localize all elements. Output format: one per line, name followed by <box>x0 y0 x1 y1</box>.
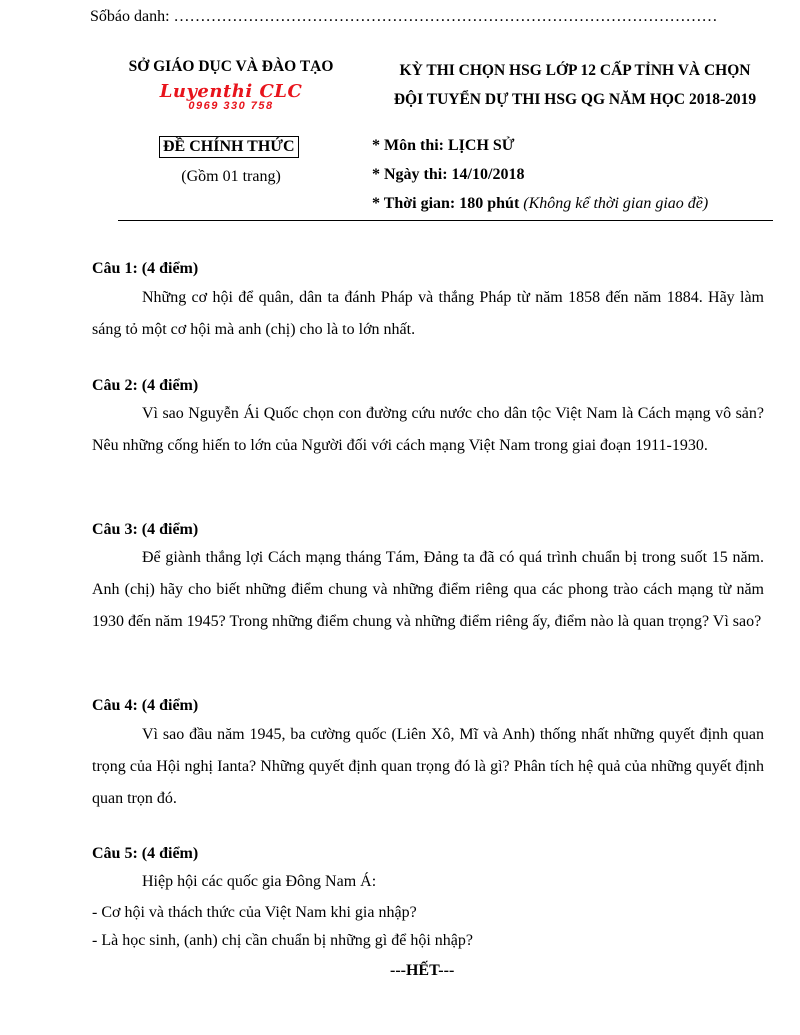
exam-date: * Ngày thi: 14/10/2018 <box>372 166 525 183</box>
logo-brand: Luyenthi CLC <box>159 81 303 102</box>
official-label: ĐỀ CHÍNH THỨC <box>159 136 299 158</box>
department-name: SỞ GIÁO DỤC VÀ ĐÀO TẠO <box>128 58 334 75</box>
exam-title-line2: ĐỘI TUYỂN DỰ THI HSG QG NĂM HỌC 2018-2019 <box>393 91 757 108</box>
exam-title <box>365 56 785 114</box>
exam-title-line1: KỲ THI CHỌN HSG LỚP 12 CẤP TỈNH VÀ CHỌN <box>399 62 751 79</box>
candidate-number-line: Sốbáo danh: ………………………………………………………………………………………… <box>90 8 718 25</box>
exam-duration <box>372 195 708 213</box>
question-5-bullet-1: - Cơ hội và thách thức của Việt Nam khi gia nhập? <box>92 904 417 921</box>
subject: * Môn thi: LỊCH SỬ <box>372 137 515 154</box>
question-4-title: Câu 4: (4 điểm) <box>92 697 199 714</box>
question-1-title: Câu 1: (4 điểm) <box>92 260 199 277</box>
duration-label: * Thời gian: 180 phút <box>372 195 520 212</box>
question-5-title: Câu 5: (4 điểm) <box>92 845 199 862</box>
duration-note: (Không kể thời gian giao đề) <box>523 195 709 212</box>
question-3-text: Để giành thắng lợi Cách mạng tháng Tám, Đảng ta đã có quá trình chuẩn bị trong suốt 15 năm. Anh (chị) hãy cho biết những điểm chung và những điểm riêng qua các phong trào cách mạng từ năm 1930 đến năm 1945? Trong những điểm chung và những điểm riêng ấy, điểm nào là quan trọng? Vì sao? <box>92 549 764 630</box>
header-divider <box>118 220 773 221</box>
question-5-text: Hiệp hội các quốc gia Đông Nam Á: <box>142 873 377 890</box>
end-mark: ---HẾT--- <box>390 962 455 979</box>
page-count: (Gồm 01 trang) <box>181 168 281 185</box>
logo <box>100 83 362 112</box>
question-4-text: Vì sao đầu năm 1945, ba cường quốc (Liên Xô, Mĩ và Anh) thống nhất những quyết định quan trọng của Hội nghị Ianta? Những quyết định quan trọng đó là gì? Phân tích hệ quả của những quyết định quan trọn đó. <box>92 726 764 807</box>
question-1-text: Những cơ hội để quân, dân ta đánh Pháp và thắng Pháp từ năm 1858 đến năm 1884. Hãy làm sáng tỏ một cơ hội mà anh (chị) cho là to lớn nhất. <box>92 289 764 338</box>
logo-phone: 0969 330 758 <box>188 100 274 112</box>
question-5-bullet-2: - Là học sinh, (anh) chị cần chuẩn bị những gì để hội nhập? <box>92 932 473 949</box>
question-2-title: Câu 2: (4 điểm) <box>92 377 199 394</box>
question-3-title: Câu 3: (4 điểm) <box>92 521 199 538</box>
question-2-text: Vì sao Nguyễn Ái Quốc chọn con đường cứu nước cho dân tộc Việt Nam là Cách mạng vô sản? Nêu những cống hiến to lớn của Người đối với cách mạng Việt Nam trong giai đoạn 1911-1930. <box>92 405 764 454</box>
